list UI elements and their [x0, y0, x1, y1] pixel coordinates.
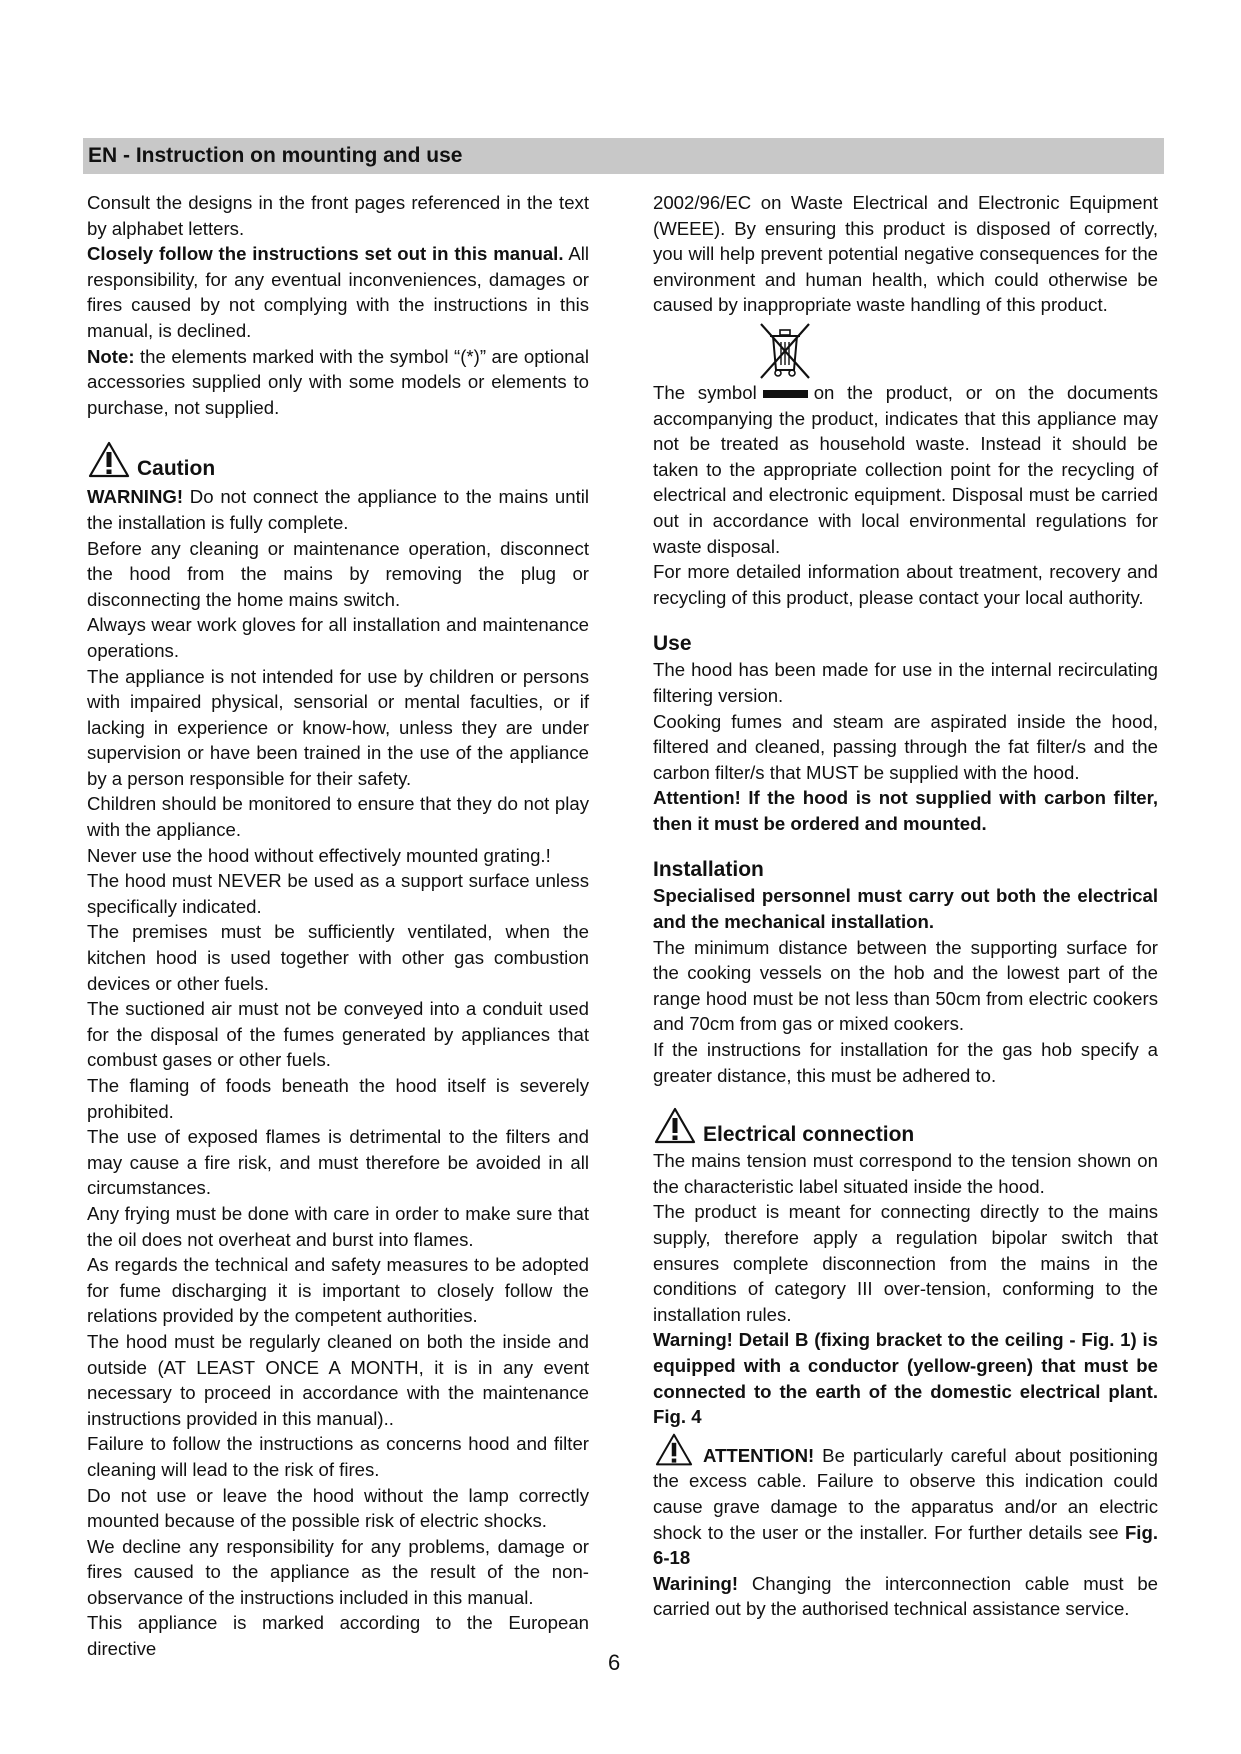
safety-paragraph: The suctioned air must not be conveyed into a conduit used for the disposal of the fumes generated by appliances that combust gases or other fuels.: [87, 998, 589, 1071]
warining-paragraph: [653, 1571, 1158, 1622]
electrical-heading-row: [653, 1106, 1158, 1148]
safety-paragraph: Before any cleaning or maintenance operation, disconnect the hood from the mains by removing the plug or disconnecting the home mains switch.: [87, 537, 589, 610]
section-title: EN - Instruction on mounting and use: [88, 144, 463, 167]
safety-paragraph: Never use the hood without effectively mounted grating.!: [87, 844, 551, 866]
safety-paragraph: Do not use or leave the hood without the lamp correctly mounted because of the possible risk of electric shocks.: [87, 1484, 589, 1532]
caution-heading: Caution: [137, 457, 216, 481]
installation-heading: Installation: [653, 858, 764, 882]
symbol-lead: The symbol: [653, 381, 757, 403]
use-paragraph: Cooking fumes and steam are aspirated inside the hood, filtered and cleaned, passing through the fat filter/s and the carbon filter/s that MUST be supplied with the hood.: [653, 710, 1158, 783]
warning-triangle-icon: [653, 1432, 695, 1468]
warining-label: Warining!: [653, 1572, 739, 1594]
installation-bold: Specialised personnel must carry out both the electrical and the mechanical installation.: [653, 885, 1158, 933]
installation-paragraph: If the instructions for installation for the gas hob specify a greater distance, this must be adhered to.: [653, 1039, 1158, 1086]
installation-paragraph: The minimum distance between the supporting surface for the cooking vessels on the hob and the lowest part of the range hood must be not less than 50cm from electric cookers and 70cm from gas or mixed cookers.: [653, 936, 1158, 1035]
safety-paragraph: Children should be monitored to ensure that they do not play with the appliance.: [87, 793, 589, 841]
symbol-paragraph: [653, 380, 1158, 559]
warining-text: Changing the interconnection cable must be carried out by the authorised technical assistance service.: [653, 1572, 1158, 1620]
note-text: the elements marked with the symbol “(*)” are optional accessories supplied only with some models or elements to purchase, not supplied.: [87, 345, 589, 418]
attention-paragraph: [653, 1432, 1158, 1571]
more-info-paragraph: For more detailed information about treatment, recovery and recycling of this product, please contact your local authority.: [653, 561, 1158, 608]
follow-instructions-text: All responsibility, for any eventual inconveniences, damages or fires caused by not complying with the instructions in this manual, is declined.: [87, 243, 589, 341]
use-heading: Use: [653, 632, 692, 656]
electrical-heading: Electrical connection: [703, 1123, 915, 1147]
symbol-text: on the product, or on the documents accompanying the product, indicates that this appliance may not be treated as household waste. Instead it should be taken to the appropriate collection point for the recycling of electrical and electronic equipment. Disposal must be carried out in accordance with local environmental regulations for waste disposal.: [653, 381, 1158, 557]
electrical-warning-bold: Warning! Detail B (fixing bracket to the ceiling - Fig. 1) is equipped with a conductor (yellow-green) that must be connected to the earth of the domestic electrical plant. Fig. 4: [653, 1329, 1158, 1428]
left-column: [87, 190, 589, 1662]
warning-text: Do not connect the appliance to the mains until the installation is fully complete.: [87, 486, 589, 533]
weee-paragraph: 2002/96/EC on Waste Electrical and Electronic Equipment (WEEE). By ensuring this product is disposed of correctly, you will help prevent potential negative consequences for the environment and human health, which could otherwise be caused by inappropriate waste handling of this product.: [653, 192, 1158, 316]
follow-instructions-bold: Closely follow the instructions set out in this manual.: [87, 243, 564, 265]
attention-label: ATTENTION!: [702, 1444, 815, 1466]
caution-heading-row: [87, 440, 589, 484]
right-column: [653, 190, 1158, 1622]
safety-paragraph: We decline any responsibility for any problems, damage or fires caused to the appliance as the result of the non-observance of the instructions included in this manual.: [87, 1535, 589, 1608]
warning-label: WARNING!: [87, 486, 184, 508]
safety-paragraph: The hood must NEVER be used as a support surface unless specifically indicated.: [87, 870, 589, 917]
use-paragraph: The hood has been made for use in the internal recirculating filtering version.: [653, 659, 1158, 706]
intro-paragraph: Consult the designs in the front pages referenced in the text by alphabet letters.: [87, 192, 589, 239]
safety-paragraph: Failure to follow the instructions as concerns hood and filter cleaning will lead to the risk of fires.: [87, 1433, 589, 1480]
attention-text: Be particularly careful about positioning the excess cable. Failure to observe this indication could cause grave damage to the apparatus and/or an electric shock to the user or the installer. For further details see: [653, 1444, 1158, 1543]
page-number: 6: [608, 1650, 621, 1675]
electrical-warning: [653, 1327, 1158, 1429]
use-attention-bold: Attention! If the hood is not supplied with carbon filter, then it must be ordered and mounted.: [653, 787, 1158, 834]
safety-paragraph: The premises must be sufficiently ventilated, when the kitchen hood is used together with other gas combustion devices or other fuels.: [87, 921, 589, 994]
section-header-bar: [83, 138, 1164, 174]
weee-symbol-block: [653, 318, 1158, 380]
safety-paragraph: The use of exposed flames is detrimental to the filters and may cause a fire risk, and must therefore be avoided in all circumstances.: [87, 1126, 589, 1199]
follow-instructions-paragraph: [87, 241, 589, 343]
warning-paragraph: [87, 484, 589, 535]
safety-paragraph: The hood must be regularly cleaned on both the inside and outside (AT LEAST ONCE A MONTH, it is in any event necessary to proceed in accordance with the maintenance instructions provided in this manual)..: [87, 1330, 589, 1429]
safety-paragraph: Any frying must be done with care in order to make sure that the oil does not overheat and burst into flames.: [87, 1202, 589, 1250]
warning-triangle-icon: [87, 440, 131, 480]
warning-triangle-icon: [653, 1106, 697, 1146]
electrical-paragraph: The product is meant for connecting directly to the mains supply, therefore apply a regulation bipolar switch that ensures complete disconnection from the mains in the conditions of category III over-tension, conforming to the installation rules.: [653, 1201, 1158, 1325]
safety-paragraph: The appliance is not intended for use by children or persons with impaired physical, sensorial or mental faculties, or if lacking in experience or know-how, unless they are under supervision or have been trained in the use of the appliance by a person responsible for their safety.: [87, 665, 589, 789]
black-bar-icon: [763, 390, 808, 398]
safety-paragraph: The flaming of foods beneath the hood itself is severely prohibited.: [87, 1075, 589, 1122]
safety-paragraph: This appliance is marked according to the European directive: [87, 1612, 589, 1660]
safety-paragraph: As regards the technical and safety measures to be adopted for fume discharging it is important to closely follow the relations provided by the competent authorities.: [87, 1254, 589, 1327]
installation-bold-paragraph: [653, 883, 1158, 934]
note-paragraph: [87, 344, 589, 421]
crossed-out-bin-icon: [757, 320, 813, 380]
attention-fig-ref: Fig. 6-18: [653, 1521, 1158, 1569]
safety-paragraph: Always wear work gloves for all installation and maintenance operations.: [87, 614, 589, 661]
use-attention: [653, 785, 1158, 836]
electrical-paragraph: The mains tension must correspond to the tension shown on the characteristic label situated inside the hood.: [653, 1150, 1158, 1197]
note-label: Note:: [87, 345, 135, 367]
